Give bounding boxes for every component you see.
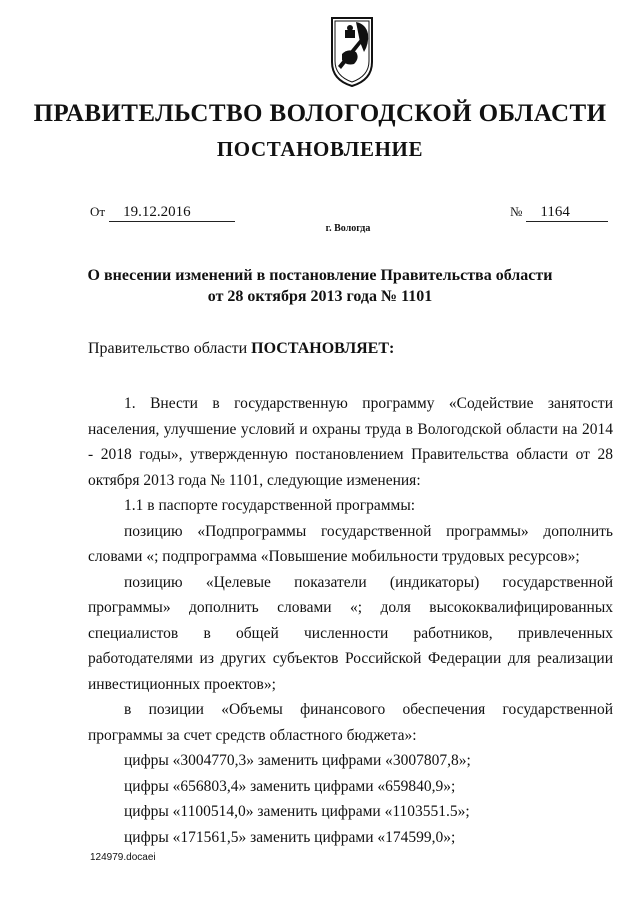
- resolves-keyword: ПОСТАНОВЛЯЕТ:: [251, 340, 395, 357]
- number-value: 1164: [526, 204, 608, 222]
- paragraph: цифры «3004770,3» заменить цифрами «3007807,8»;: [124, 752, 471, 769]
- number-field: [510, 204, 608, 222]
- number-prefix: №: [510, 204, 523, 219]
- file-code: 124979.docaei: [90, 852, 156, 863]
- paragraph: цифры «171561,5» заменить цифрами «174599,0»;: [124, 828, 456, 846]
- paragraph: цифры «656803,4» заменить цифрами «659840,9»;: [124, 777, 456, 795]
- document-body: [88, 391, 613, 850]
- paragraph: 1. Внести в государственную программу «Содействие занятости населения, улучшение условий и охраны труда в Вологодской области на 2014 - 2018 годы», утвержденную постановлением Правительства области от 28 октября 2013 года № 1101, следующие изменения:: [88, 395, 613, 489]
- document-type: ПОСТАНОВЛЕНИЕ: [216, 137, 424, 161]
- resolves-prefix: Правительство области: [88, 340, 252, 357]
- paragraph: позицию «Целевые показатели (индикаторы) государственной программы» дополнить словами «; доля высококвалифицированных специалистов в общей численности работников, привлеченных работодателями из других субъектов Российской Федерации для реализации инвестиционных проектов»;: [88, 573, 613, 693]
- date-field: [90, 204, 235, 222]
- paragraph: 1.1 в паспорте государственной программы:: [124, 497, 416, 514]
- org-title: ПРАВИТЕЛЬСТВО ВОЛОГОДСКОЙ ОБЛАСТИ: [33, 100, 607, 127]
- date-prefix: От: [90, 204, 106, 219]
- document-subject: [0, 265, 640, 307]
- subject-line-1: О внесении изменений в постановление Правительства области: [87, 267, 553, 284]
- subject-line-2: от 28 октября 2013 года № 1101: [207, 288, 433, 305]
- city-label: г. Вологда: [325, 223, 371, 234]
- date-value: 19.12.2016: [109, 204, 235, 222]
- resolves-line: [88, 340, 394, 358]
- paragraph: цифры «1100514,0» заменить цифрами «1103551.5»;: [124, 803, 470, 820]
- paragraph: в позиции «Объемы финансового обеспечения государственной программы за счет средств областного бюджета»:: [88, 701, 613, 744]
- paragraph: позицию «Подпрограммы государственной программы» дополнить словами «; подпрограмма «Повышение мобильности трудовых ресурсов»;: [88, 522, 613, 565]
- coat-of-arms-icon: [326, 14, 378, 90]
